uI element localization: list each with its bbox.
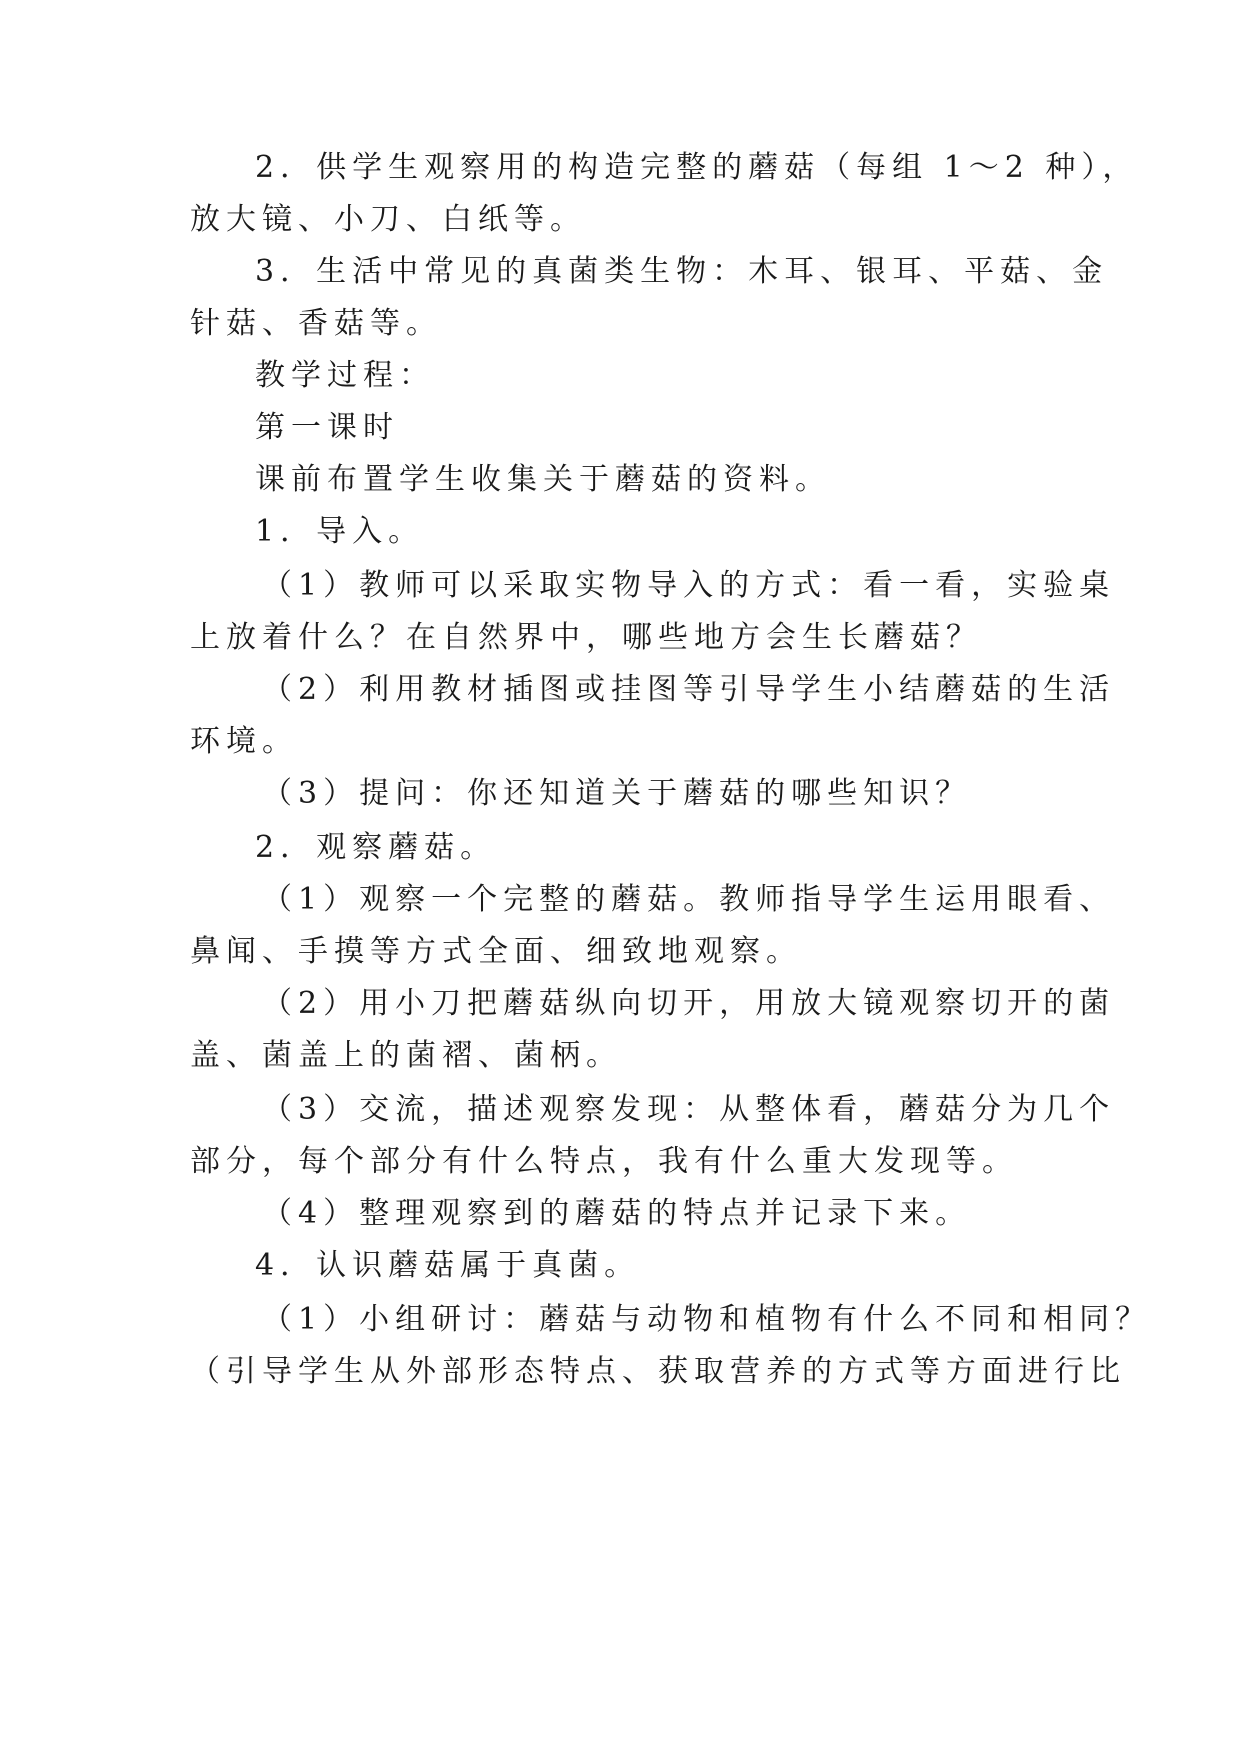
text-line-21: （4）整理观察到的蘑菇的特点并记录下来。 <box>262 1196 972 1231</box>
text-line-17: （2）用小刀把蘑菇纵向切开，用放大镜观察切开的菌 <box>262 986 1116 1021</box>
text-line-7: 课前布置学生收集关于蘑菇的资料。 <box>255 462 831 497</box>
item-heading-fungi: 4．认识蘑菇属于真菌。 <box>255 1248 641 1283</box>
text-line-13: （3）提问：你还知道关于蘑菇的哪些知识？ <box>262 776 972 811</box>
text-line-4: 针菇、香菇等。 <box>190 306 442 341</box>
text-line-9: （1）教师可以采取实物导入的方式：看一看，实验桌 <box>262 568 1116 603</box>
text-line-11: （2）利用教材插图或挂图等引导学生小结蘑菇的生活 <box>262 672 1116 707</box>
text-line-10: 上放着什么？在自然界中，哪些地方会生长蘑菇？ <box>190 620 982 655</box>
section-heading-first-lesson: 第一课时 <box>255 410 399 445</box>
text-line-24: （引导学生从外部形态特点、获取营养的方式等方面进行比 <box>190 1354 1126 1389</box>
text-line-1: 2．供学生观察用的构造完整的蘑菇（每组 1～2 种）， <box>255 150 1139 185</box>
text-line-23: （1）小组研讨：蘑菇与动物和植物有什么不同和相同？ <box>262 1302 1152 1337</box>
section-heading-teaching-process: 教学过程： <box>255 358 435 393</box>
text-line-3: 3．生活中常见的真菌类生物：木耳、银耳、平菇、金 <box>255 254 1109 289</box>
text-line-20: 部分，每个部分有什么特点，我有什么重大发现等。 <box>190 1144 1018 1179</box>
text-line-18: 盖、菌盖上的菌褶、菌柄。 <box>190 1038 622 1073</box>
text-line-12: 环境。 <box>190 724 298 759</box>
text-line-2: 放大镜、小刀、白纸等。 <box>190 202 586 237</box>
item-heading-observe: 2．观察蘑菇。 <box>255 830 497 865</box>
text-line-15: （1）观察一个完整的蘑菇。教师指导学生运用眼看、 <box>262 882 1116 917</box>
text-line-19: （3）交流，描述观察发现：从整体看，蘑菇分为几个 <box>262 1092 1116 1127</box>
text-line-16: 鼻闻、手摸等方式全面、细致地观察。 <box>190 934 802 969</box>
item-heading-intro: 1．导入。 <box>255 514 425 549</box>
